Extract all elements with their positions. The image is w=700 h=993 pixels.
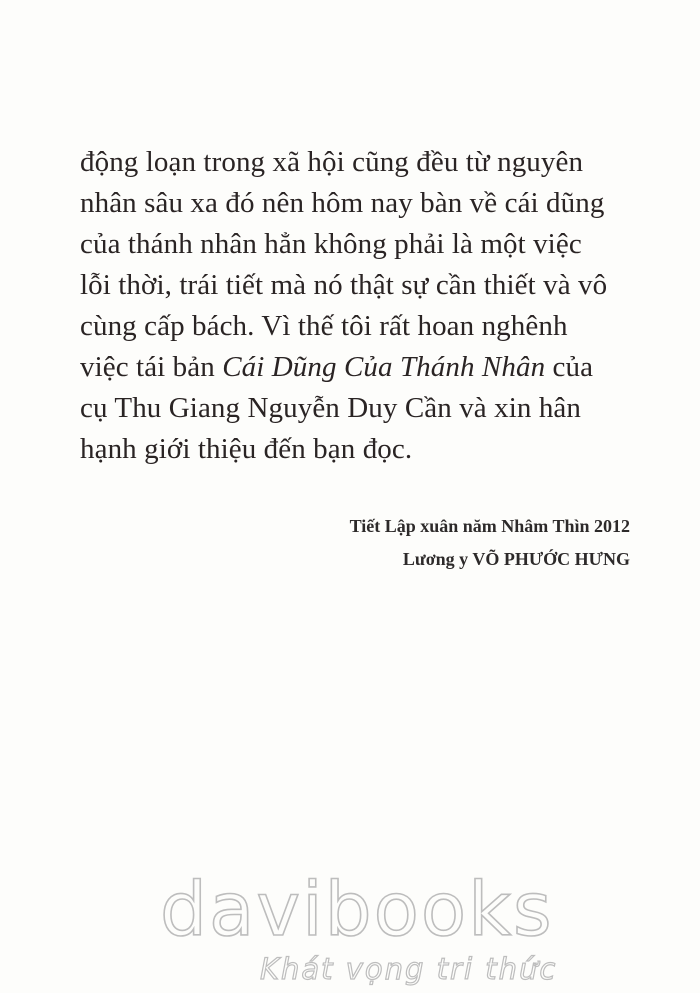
signature-author: Lương y VÕ PHƯỚC HƯNG — [402, 549, 630, 569]
book-title-italic: Cái Dũng Của Thánh Nhân — [222, 351, 546, 383]
body-line: nhân sâu xa đó nên hôm nay bàn về cái dũng — [80, 187, 605, 219]
body-paragraph — [80, 142, 640, 470]
watermark — [0, 850, 700, 993]
body-line: hạnh giới thiệu đến bạn đọc. — [80, 433, 413, 465]
body-text-segment: việc tái bản — [80, 351, 223, 383]
signature-block — [350, 510, 630, 576]
watermark-brand: davibooks — [160, 867, 554, 953]
body-line: động loạn trong xã hội cũng đều từ nguyên — [80, 146, 584, 178]
body-text-segment: của — [545, 351, 594, 383]
body-line: cùng cấp bách. Vì thế tôi rất hoan nghênh — [80, 310, 568, 342]
body-line: của thánh nhân hẳn không phải là một việc — [80, 228, 582, 260]
signature-date: Tiết Lập xuân năm Nhâm Thìn 2012 — [349, 516, 630, 536]
body-line — [80, 347, 640, 388]
body-line: lỗi thời, trái tiết mà nó thật sự cần thiết và vô — [80, 269, 608, 301]
body-line: cụ Thu Giang Nguyễn Duy Cần và xin hân — [80, 392, 582, 424]
watermark-tagline: Khát vọng tri thức — [260, 952, 558, 986]
